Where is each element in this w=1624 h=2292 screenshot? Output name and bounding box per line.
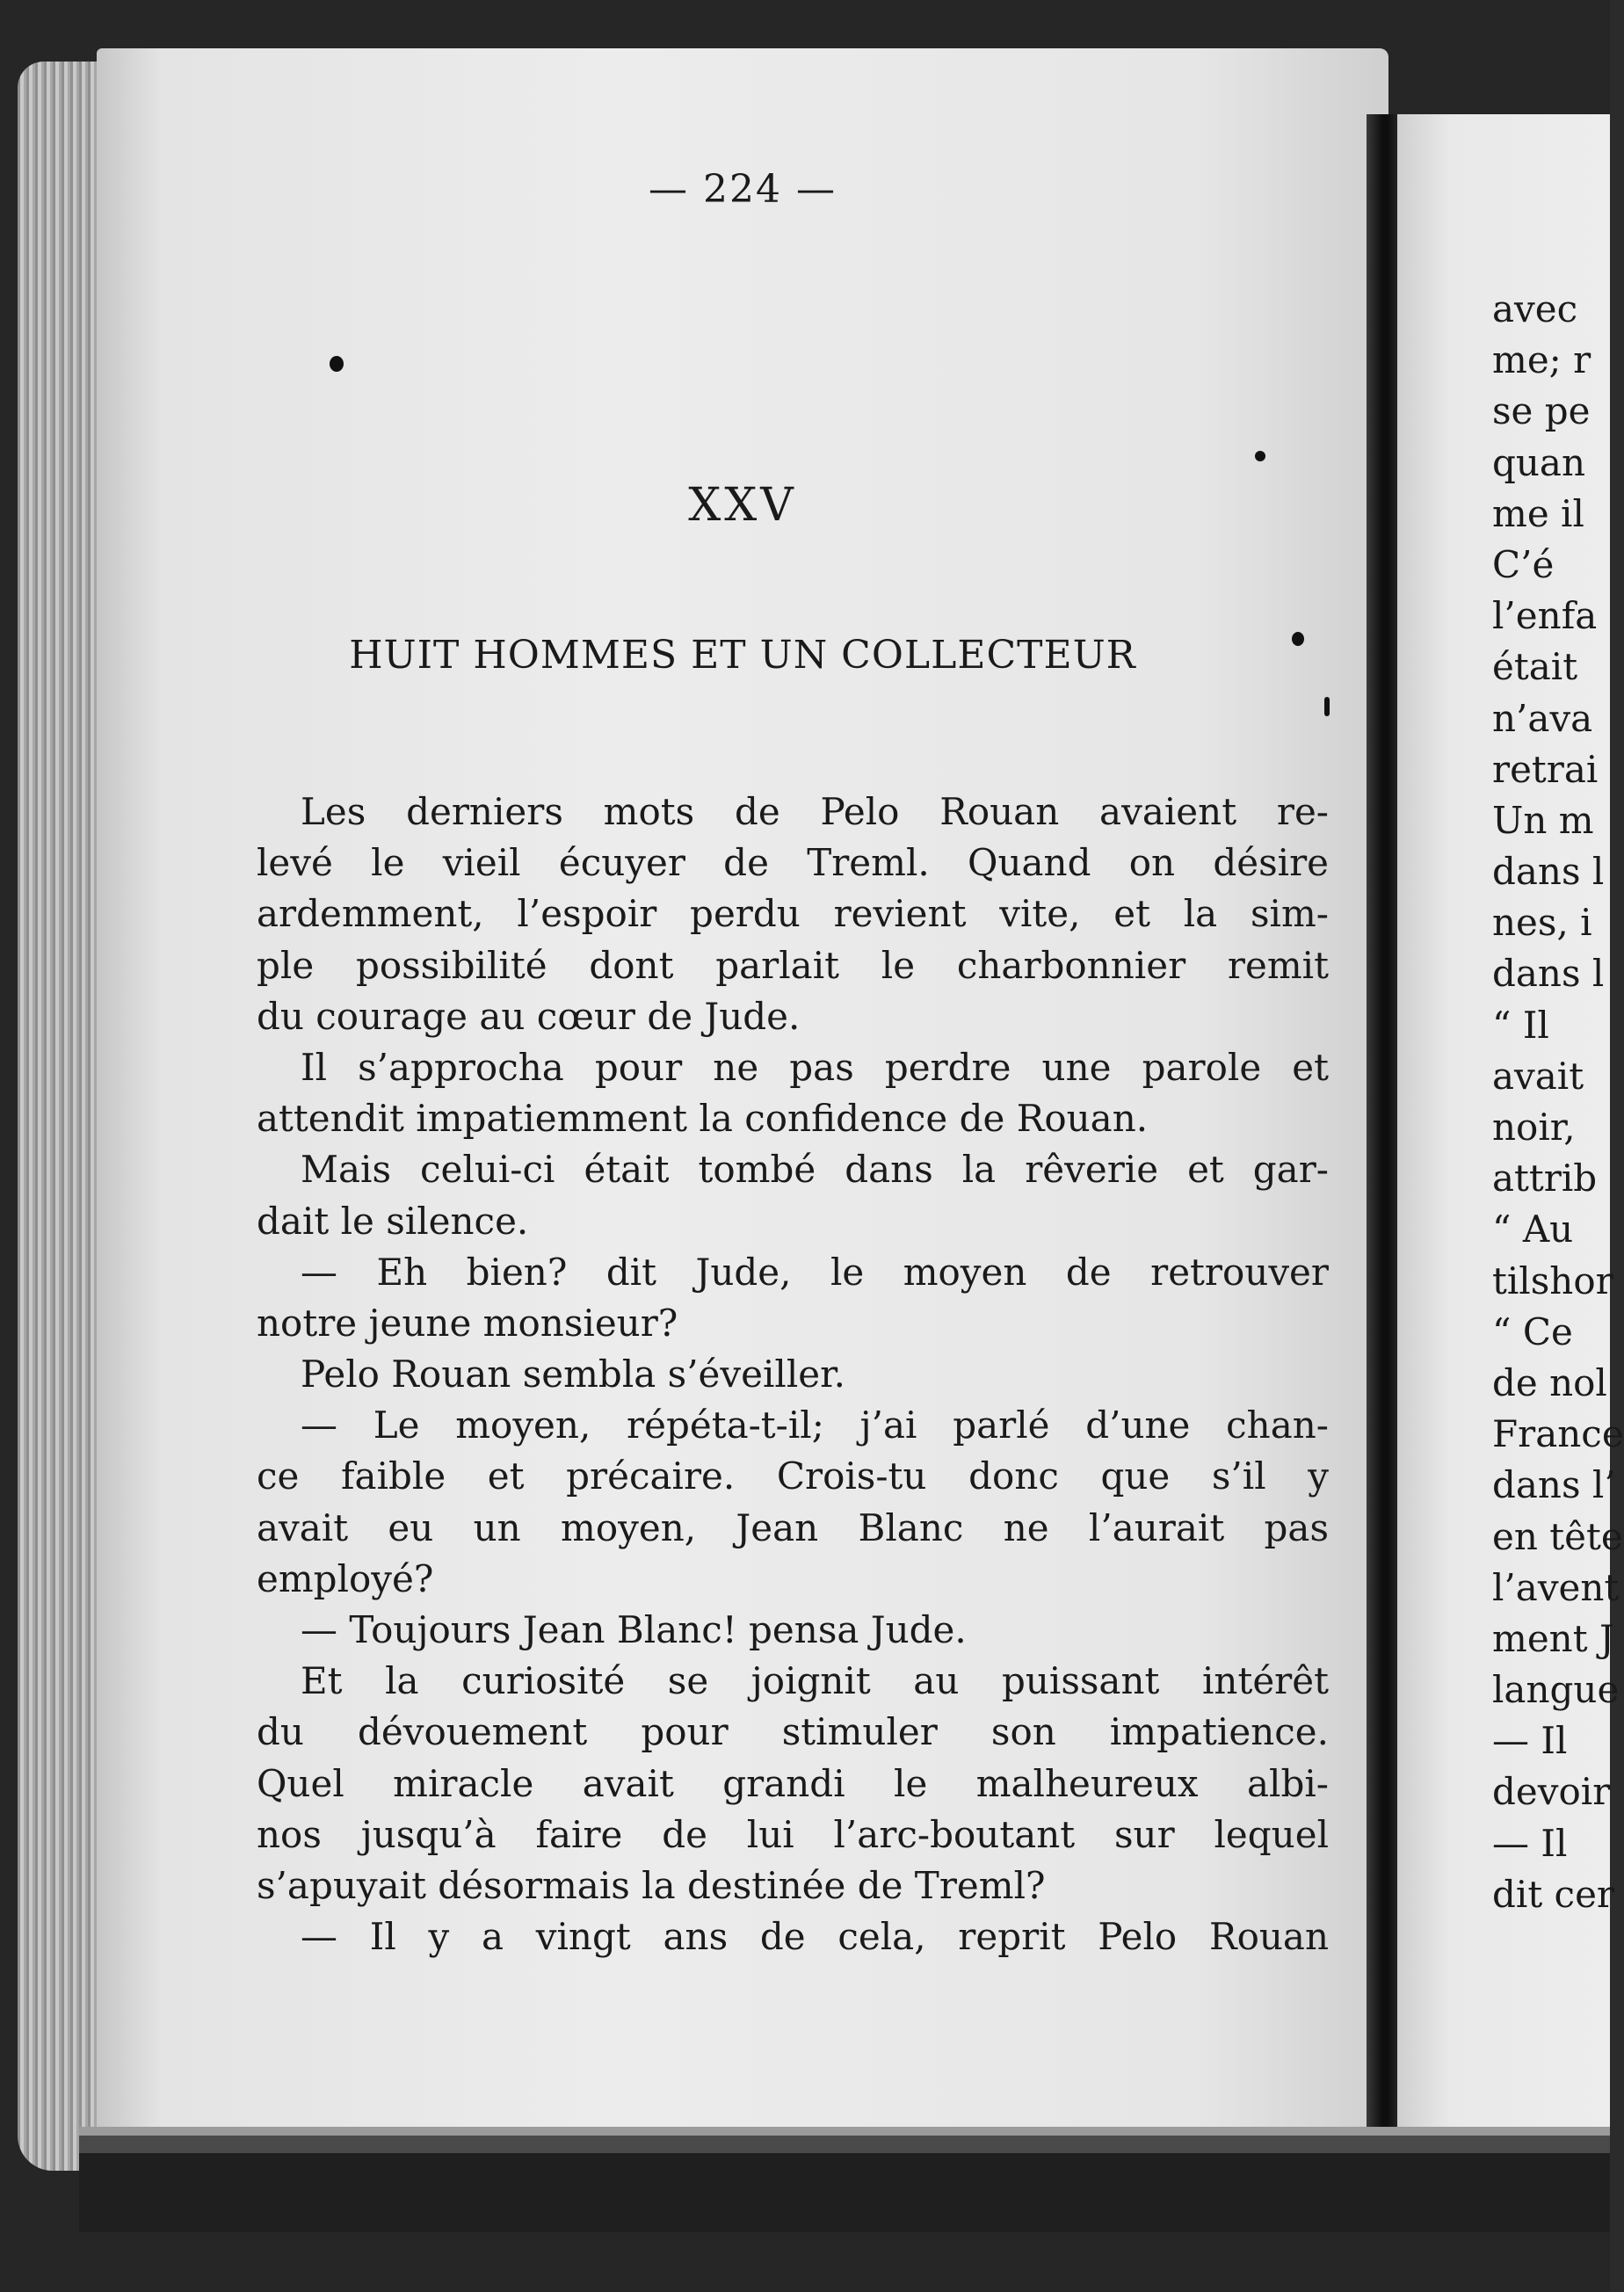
text-line: attendit impatiemment la confidence de Rouan. <box>257 1097 1149 1141</box>
right-page-line: noir, <box>1492 1106 1576 1149</box>
right-page-line: l’avent <box>1492 1565 1620 1609</box>
page-number: — 224 — <box>649 167 837 212</box>
right-page-line: de nol <box>1492 1360 1607 1404</box>
right-page-line: “ Il <box>1492 1003 1549 1047</box>
right-page-line: “ Au <box>1492 1208 1574 1251</box>
right-page-line: dans l’ <box>1492 1463 1616 1507</box>
text-line: levé le vieil écuyer de Treml. Quand on désire <box>257 841 1329 885</box>
right-page-line: — Il <box>1492 1821 1568 1865</box>
text-line: Quel miracle avait grandi le malheureux albi- <box>257 1761 1329 1805</box>
left-page <box>97 48 1388 2158</box>
ink-speck <box>330 356 344 372</box>
text-line: nos jusqu’à faire de lui l’arc-boutant sur lequel <box>257 1812 1329 1856</box>
text-line: dait le silence. <box>257 1199 529 1243</box>
right-page-line: avec <box>1492 287 1578 330</box>
right-page-line: retrai <box>1492 747 1599 791</box>
bottom-edge <box>79 2127 1610 2232</box>
text-line: — Le moyen, répéta-t-il; j’ai parlé d’une chan- <box>301 1403 1329 1447</box>
ink-speck <box>1255 451 1265 461</box>
right-page-line: “ Ce <box>1492 1309 1573 1353</box>
text-line: Et la curiosité se joignit au puissant intérêt <box>301 1659 1329 1703</box>
text-line: ce faible et précaire. Crois-tu donc que s’il y <box>257 1454 1329 1498</box>
right-page-line: nes, i <box>1492 901 1592 945</box>
text-line: — Toujours Jean Blanc! pensa Jude. <box>301 1608 967 1651</box>
text-line: du dévouement pour stimuler son impatience. <box>257 1710 1329 1754</box>
text-line: Il s’approcha pour ne pas perdre une parole et <box>301 1045 1329 1089</box>
right-page-line: l’enfa <box>1492 594 1598 638</box>
right-page-line: se pe <box>1492 389 1591 433</box>
right-page-line: me; r <box>1492 338 1591 382</box>
text-line: — Il y a vingt ans de cela, reprit Pelo Rouan <box>301 1915 1329 1959</box>
right-page-line: — Il <box>1492 1719 1568 1763</box>
right-page-line: avait <box>1492 1054 1584 1098</box>
text-line: du courage au cœur de Jude. <box>257 994 801 1038</box>
right-page-line: était <box>1492 645 1578 689</box>
right-page-text <box>1492 284 1624 2042</box>
chapter-number: XXV <box>688 479 797 532</box>
right-page-line: C’é <box>1492 542 1555 586</box>
ink-speck <box>1292 632 1304 646</box>
right-page-line: me il <box>1492 491 1584 535</box>
body-text <box>257 787 1329 1962</box>
right-page-line: Un m <box>1492 798 1594 842</box>
right-page-line: en tête <box>1492 1514 1623 1558</box>
text-line: avait eu un moyen, Jean Blanc ne l’aurait pas <box>257 1505 1329 1549</box>
text-line: s’apuyait désormais la destinée de Treml? <box>257 1863 1046 1907</box>
right-page-line: quan <box>1492 440 1586 484</box>
text-line: employé? <box>257 1556 434 1600</box>
text-line: ardemment, l’espoir perdu revient vite, et la sim- <box>257 892 1329 936</box>
text-line: — Eh bien? dit Jude, le moyen de retrouver <box>301 1250 1329 1294</box>
right-page-line: devoir <box>1492 1770 1611 1814</box>
right-page-line: dit cer <box>1492 1872 1615 1916</box>
right-page-line: dans l <box>1492 952 1605 996</box>
right-page-line: ment J <box>1492 1616 1614 1660</box>
text-line: Mais celui-ci était tombé dans la rêverie et gar- <box>301 1148 1329 1192</box>
right-page-line: n’ava <box>1492 696 1593 740</box>
right-page-line: attrib <box>1492 1157 1598 1200</box>
right-page-line: tilshor <box>1492 1258 1613 1302</box>
chapter-title: HUIT HOMMES ET UN COLLECTEUR <box>349 633 1136 678</box>
right-page-line: dans l <box>1492 850 1605 894</box>
right-page-line: langue <box>1492 1668 1620 1712</box>
text-line: ple possibilité dont parlait le charbonnier remit <box>257 943 1329 987</box>
text-line: Pelo Rouan sembla s’éveiller. <box>301 1353 845 1396</box>
text-line: notre jeune monsieur? <box>257 1301 678 1345</box>
text-line: Les derniers mots de Pelo Rouan avaient re- <box>301 790 1329 833</box>
book-gutter <box>1367 114 1402 2136</box>
ink-speck <box>1324 697 1330 716</box>
right-page-line: France <box>1492 1412 1624 1456</box>
